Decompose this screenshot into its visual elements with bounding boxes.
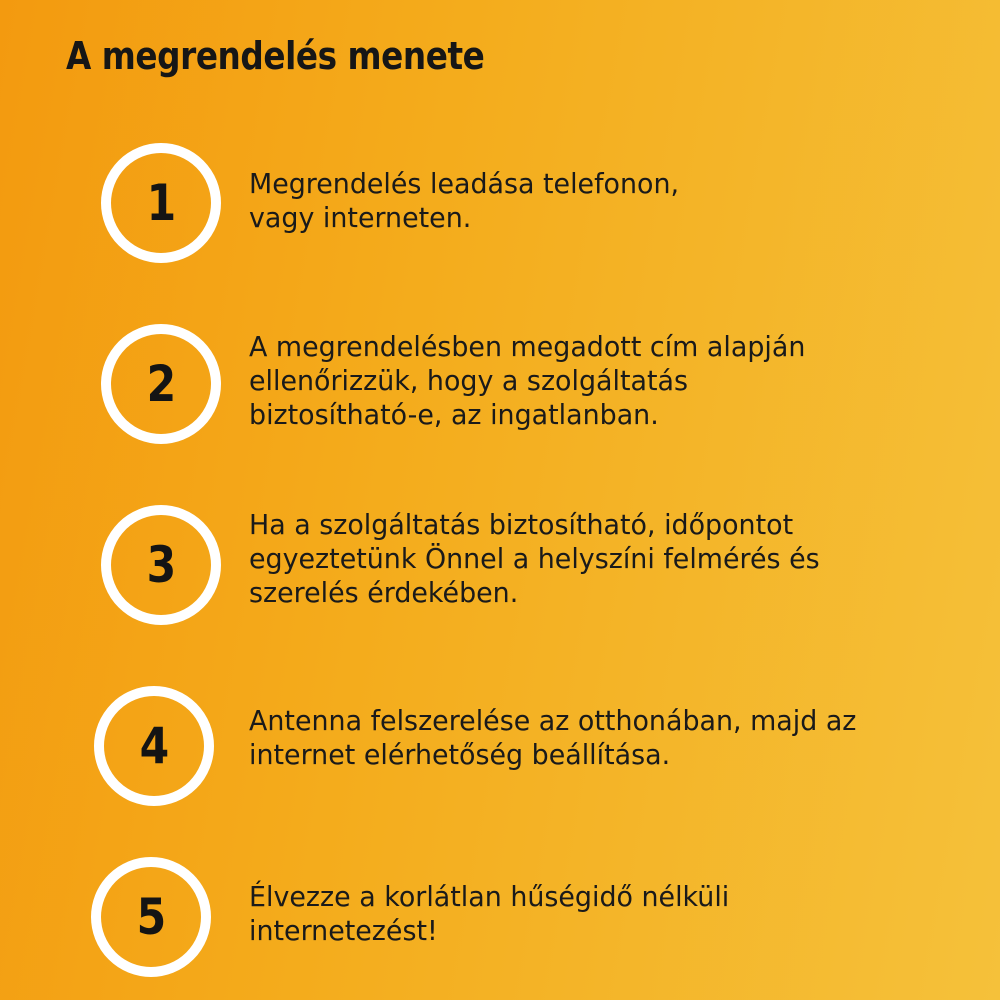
step-description xyxy=(249,508,820,610)
step-number-circle xyxy=(101,324,221,444)
step-number: 5 xyxy=(136,888,166,946)
step-text-line: Antenna felszerelése az otthonában, majd az xyxy=(249,704,857,737)
step-number: 4 xyxy=(139,717,169,775)
step-description xyxy=(249,704,856,772)
step-number: 1 xyxy=(146,174,176,232)
step-text-line: vagy interneten. xyxy=(249,201,472,234)
step-text-line: ellenőrizzük, hogy a szolgáltatás xyxy=(249,364,689,397)
step-number-circle xyxy=(94,686,214,806)
step-text-line: biztosítható-e, az ingatlanban. xyxy=(249,398,659,431)
step-text-line: Élvezze a korlátlan hűségidő nélküli xyxy=(249,880,730,913)
step-number-circle xyxy=(101,505,221,625)
step-text-line: Megrendelés leadása telefonon, xyxy=(249,167,680,200)
step-description xyxy=(249,880,729,948)
step-text-line: egyeztetünk Önnel a helyszíni felmérés és xyxy=(249,542,820,575)
step-text-line: internet elérhetőség beállítása. xyxy=(249,738,671,771)
step-number: 2 xyxy=(146,355,176,413)
page-title: A megrendelés menete xyxy=(66,34,485,78)
step-description xyxy=(249,330,805,432)
step-text-line: Ha a szolgáltatás biztosítható, időpontot xyxy=(249,508,794,541)
step-description xyxy=(249,167,679,235)
step-number-circle xyxy=(91,857,211,977)
step-number-circle xyxy=(101,143,221,263)
step-text-line: szerelés érdekében. xyxy=(249,576,519,609)
step-text-line: A megrendelésben megadott cím alapján xyxy=(249,330,806,363)
step-text-line: internetezést! xyxy=(249,914,438,947)
step-number: 3 xyxy=(146,536,176,594)
